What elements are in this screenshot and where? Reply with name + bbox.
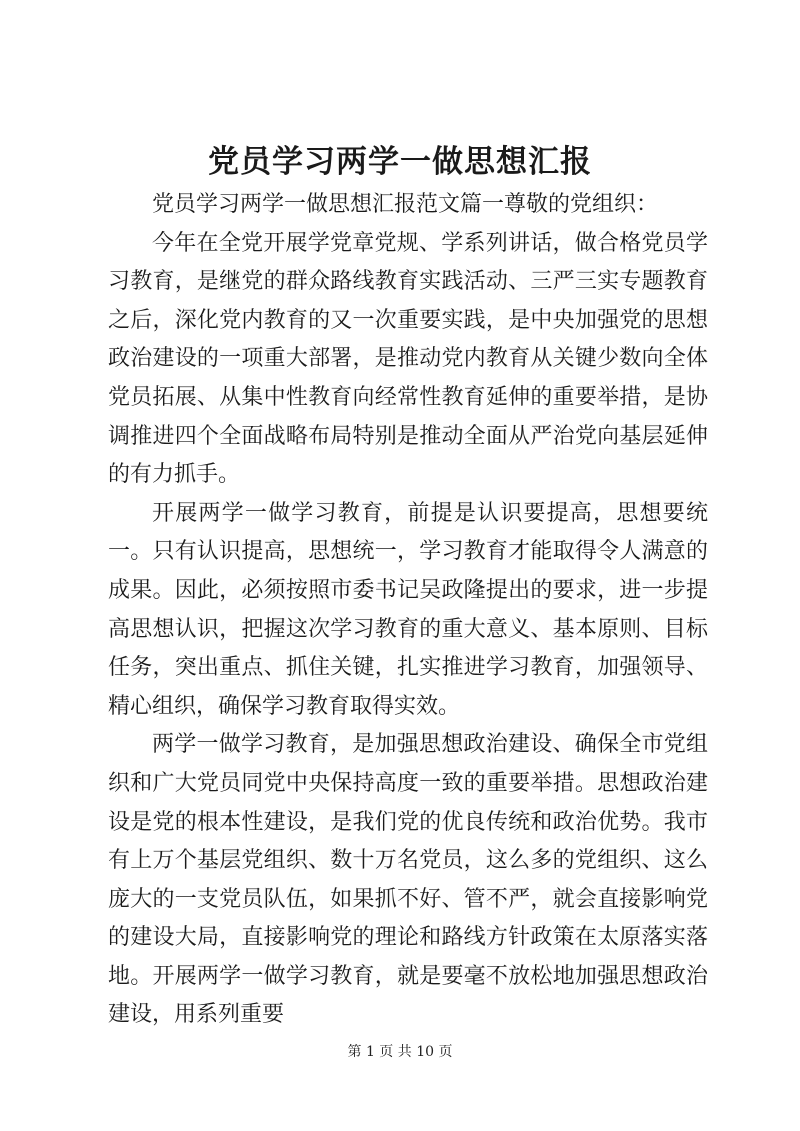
paragraph: 开展两学一做学习教育，前提是认识要提高，思想要统一。只有认识提高，思想统一，学习教育才能取得令人满意的成果。因此，必须按照市委书记吴政隆提出的要求，进一步提高思想认识，把握这次学习教育的重大意义、基本原则、目标任务，突出重点、抓住关键，扎实推进学习教育，加强领导、精心组织，确保学习教育取得实效。 [108, 500, 708, 719]
paragraph: 两学一做学习教育，是加强思想政治建设、确保全市党组织和广大党员同党中央保持高度一致的重要举措。思想政治建设是党的根本性建设，是我们党的优良传统和政治优势。我市有上万个基层党组织、数十万名党员，这么多的党组织、这么庞大的一支党员队伍，如果抓不好、管不严，就会直接影响党的建设大局，直接影响党的理论和路线方针政策在太原落实落地。开展两学一做学习教育，就是要毫不放松地加强思想政治建设，用系列重要 [108, 732, 708, 1028]
document-body [108, 186, 708, 1035]
document-title: 党员学习两学一做思想汇报 [208, 144, 592, 180]
paragraph-salutation: 党员学习两学一做思想汇报范文篇一尊敬的党组织： [152, 192, 659, 217]
paragraph: 今年在全党开展学党章党规、学系列讲话，做合格党员学习教育，是继党的群众路线教育实践活动、三严三实专题教育之后，深化党内教育的又一次重要实践，是中央加强党的思想政治建设的一项重大部署，是推动党内教育从关键少数向全体党员拓展、从集中性教育向经常性教育延伸的重要举措，是协调推进四个全面战略布局特别是推动全面从严治党向基层延伸的有力抓手。 [108, 230, 708, 488]
page-number-footer: 第 1 页 共 10 页 [347, 1044, 453, 1060]
